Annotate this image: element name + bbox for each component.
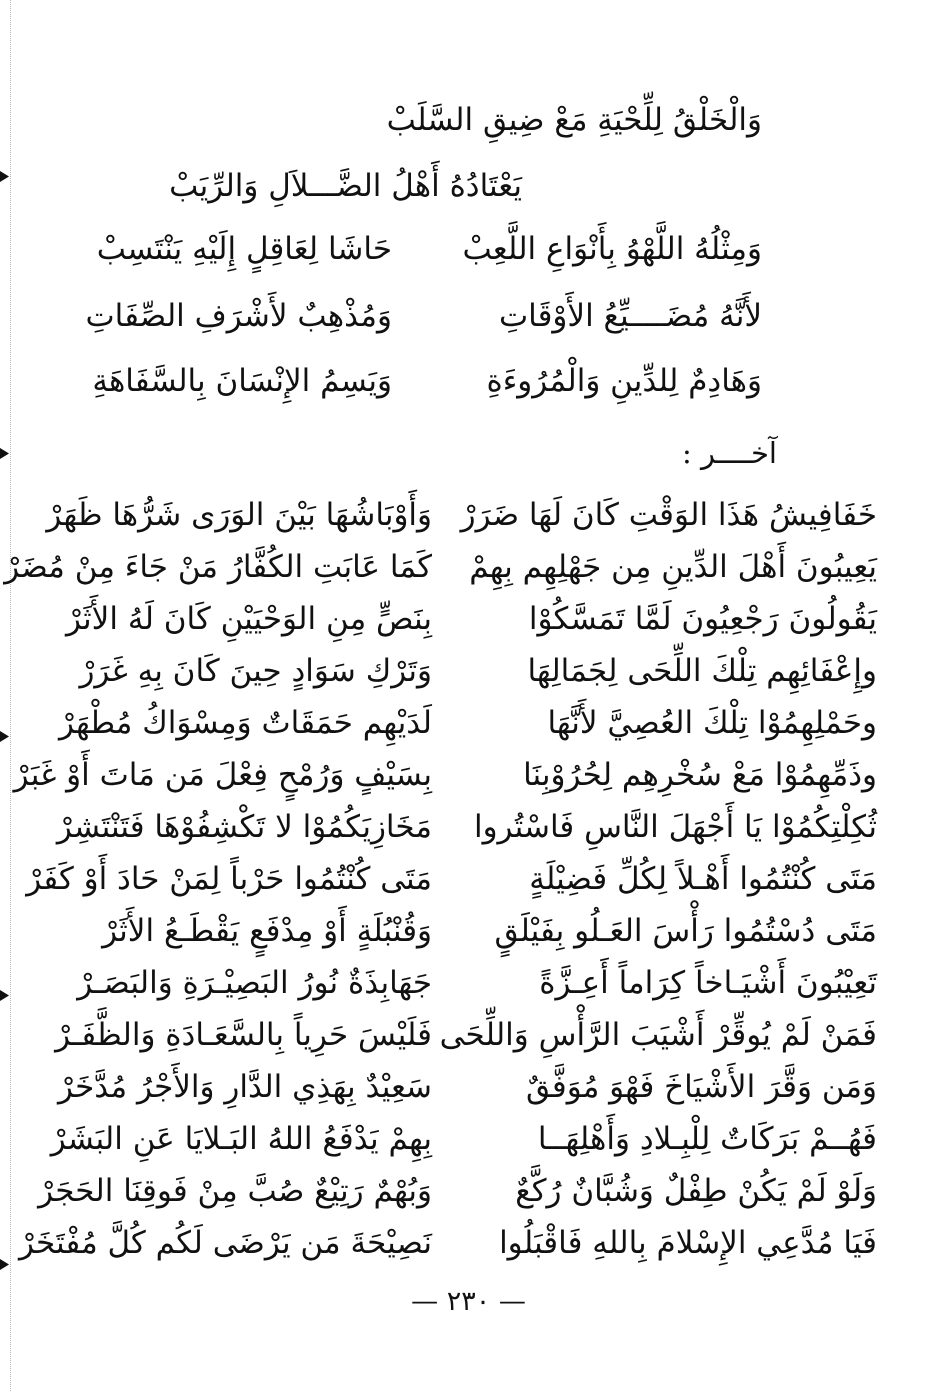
- page-edge-marker-icon: [0, 1259, 9, 1270]
- poem-line-8-right-hemistich: مَتَى كُنْتُمُوا أَهْـلاً لِكُلِّ فَضِيْلَةٍ: [529, 861, 877, 897]
- page-edge-marker-icon: [0, 990, 9, 1001]
- intro-line-3-left-hemistich: حَاشَا لِعَاقِلٍ إِلَيْهِ يَنْتَسِبْ: [96, 231, 392, 267]
- poem-line-15-right-hemistich: فَيَا مُدَّعِي الإِسْلامَ بِاللهِ فَاقْبَلُوا: [499, 1225, 877, 1261]
- poem-line-6-right-hemistich: وذَمِّهِمُوْا مَعْ سُخْرِهِم لِحُرُوْبِنَا: [523, 757, 877, 793]
- intro-line-2-left-hemistich: يَعْتَادُهُ أَهْلُ الضَّـــلاَلِ وَالرِّيَبْ: [169, 168, 522, 204]
- poem-line-1-left-hemistich: وَأَوْبَاشُهَا بَيْنَ الوَرَى شَرُّهَا ظَهَرْ: [46, 497, 432, 533]
- poem-line-13-left-hemistich: بِهِمْ يَدْفَعُ اللهُ البَـلايَا عَنِ البَشَرْ: [50, 1121, 432, 1157]
- poem-line-3-left-hemistich: بِنَصٍّ مِنِ الوَحْيَيْنِ كَانَ لَهُ الأَثَرْ: [65, 601, 432, 637]
- poem-line-14-right-hemistich: وَلَوْ لَمْ يَكُنْ طِفْلٌ وَشُبَّانٌ رُكَّعٌ: [515, 1173, 877, 1209]
- poem-line-11-right-hemistich: فَمَنْ لَمْ يُوقِّرْ أَشْيَبَ الرَّأْسِ وَاللِّحَى: [439, 1017, 877, 1053]
- poem-line-10-right-hemistich: تَعِيْبُونَ أَشْيَـاخاً كِرَاماً أَعِـزَّةً: [539, 965, 877, 1001]
- intro-line-3-right-hemistich: وَمِثْلُهُ اللَّهْوُ بِأَنْوَاعِ اللَّعِبْ: [462, 231, 762, 267]
- poem-line-9-right-hemistich: مَتَى دُسْتُمُوا رَأْسَ العَـلُو بِفَيْلَقٍ: [494, 913, 877, 949]
- poem-line-2-right-hemistich: يَعِيبُونَ أَهْلَ الدِّينِ مِن جَهْلِهِم بِهِمْ: [469, 549, 877, 585]
- poem-line-14-left-hemistich: وَبُهْمٌ رَتِيْعٌ صُبَّ مِنْ فَوقِنَا الحَجَرْ: [38, 1173, 432, 1209]
- intro-line-1-right-hemistich: وَالْخَلْقُ لِلِّحْيَةِ مَعْ ضِيقِ السَّلَبْ: [386, 102, 762, 138]
- poem-line-4-right-hemistich: وإِعْفَائِهِم تِلْكَ اللِّحَى لِجَمَالِهَا: [527, 653, 877, 689]
- poem-line-10-left-hemistich: جَهَابِذَةٌ نُورُ البَصِيْـرَةِ وَالبَصَـرْ: [77, 965, 432, 1001]
- poem-line-2-left-hemistich: كَمَا عَابَتِ الكُفَّارُ مَنْ جَاءَ مِنْ مُضَرْ: [4, 549, 432, 585]
- poem-line-15-left-hemistich: نَصِيْحَةَ مَن يَرْضَى لَكُم كُلَّ مُفْتَخَرْ: [18, 1225, 432, 1261]
- poem-line-7-right-hemistich: ثُكِلْتِكُمُوْا يَا أَجْهَلَ النَّاسِ فَاسْتُروا: [473, 809, 877, 845]
- page-number: — ٢٣٠ —: [411, 1286, 526, 1317]
- poem-line-12-left-hemistich: سَعِيْدٌ بِهَذِي الدَّارِ وَالأَجْرُ مُدَّخَرْ: [57, 1069, 432, 1105]
- intro-line-4-left-hemistich: وَمُذْهِبٌ لأَشْرَفِ الصِّفَاتِ: [85, 298, 392, 334]
- intro-line-5-right-hemistich: وَهَادِمٌ لِلدِّينِ وَالْمُرُوءَةِ: [486, 363, 762, 399]
- poem-line-1-right-hemistich: خَفَافِيشُ هَذَا الوَقْتِ كَانَ لَهَا ضَرَرْ: [460, 497, 877, 533]
- poem-line-6-left-hemistich: بِسَيْفٍ وَرُمْحٍ فِعْلَ مَن مَاتَ أَوْ غَبَرْ: [13, 757, 432, 793]
- page-edge-marker-icon: [0, 171, 9, 182]
- page-edge-marker-icon: [0, 731, 9, 742]
- poem-line-5-left-hemistich: لَدَيْهِم حَمَقَاتٌ وَمِسْوَاكُ مُطْهَرْ: [58, 705, 432, 741]
- poem-line-8-left-hemistich: مَتَى كُنْتُمُوا حَرْباً لِمَنْ حَادَ أَوْ كَفَرْ: [26, 861, 432, 897]
- page-edge-dotted-line: [10, 0, 13, 1391]
- poem-line-7-left-hemistich: مَخَازِيَكُمُوْا لا تَكْشِفُوْهَا فَتَنْتَشِرْ: [56, 809, 432, 845]
- poem-line-11-left-hemistich: فَلَيْسَ حَرِياً بِالسَّعَـادَةِ وَالظَّفَـرْ: [55, 1017, 432, 1053]
- intro-line-5-left-hemistich: وَيَسِمُ الإِنْسَانَ بِالسَّفَاهَةِ: [92, 363, 392, 399]
- poem-line-5-right-hemistich: وحَمْلِهِمُوْا تِلْكَ العُصِيَّ لأَنَّهَا: [547, 705, 877, 741]
- poem-line-9-left-hemistich: وَقُنْبُلَةٍ أَوْ مِدْفَعٍ يَقْطَـعُ الأَثَرْ: [102, 913, 432, 949]
- page-edge-marker-icon: [0, 448, 9, 459]
- intro-line-4-right-hemistich: لأَنَّهُ مُضَــــيِّعُ الأَوْقَاتِ: [498, 298, 762, 334]
- poem-line-3-right-hemistich: يَقُولُونَ رَجْعِيُونَ لَمَّا تَمَسَّكُوْا: [528, 601, 877, 637]
- poem-line-13-right-hemistich: فَهُــمْ بَرَكَاتٌ لِلْبِـلادِ وَأَهْلِهَــا: [537, 1121, 877, 1157]
- section-heading: آخــــر :: [682, 436, 777, 470]
- poem-line-12-right-hemistich: وَمَن وَقَّرَ الأَشْيَاخَ فَهْوَ مُوَفَّقٌ: [526, 1069, 877, 1105]
- poem-line-4-left-hemistich: وَتَرْكِ سَوَادٍ حِينَ كَانَ بِهِ غَرَرْ: [79, 653, 432, 689]
